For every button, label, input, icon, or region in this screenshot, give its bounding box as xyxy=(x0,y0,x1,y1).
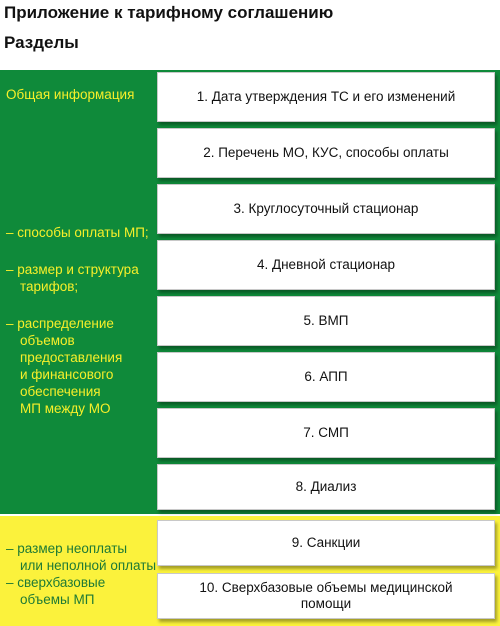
section-box-8: 8. Диализ xyxy=(157,464,495,510)
excess-volumes-note: – сверхбазовые объемы МП xyxy=(6,575,106,607)
section-box-5: 5. ВМП xyxy=(157,296,495,346)
sections-heading: Разделы xyxy=(4,33,79,52)
section-box-1: 1. Дата утверждения ТС и его изменений xyxy=(157,72,495,122)
section-box-3: 3. Круглосуточный стационар xyxy=(157,184,495,234)
volume-distribution-note: – распределение объемов предоставления и финансового обеспечения МП между МО xyxy=(6,316,123,416)
section-box-2: 2. Перечень МО, КУС, способы оплаты xyxy=(157,128,495,178)
section-box-4: 4. Дневной стационар xyxy=(157,240,495,290)
section-box-9: 9. Санкции xyxy=(157,520,495,566)
section-box-6: 6. АПП xyxy=(157,352,495,402)
section-box-7: 7. СМП xyxy=(157,408,495,458)
general-info-label: Общая информация xyxy=(6,87,135,102)
section-box-10: 10. Сверхбазовые объемы медицинской помощи xyxy=(157,573,495,619)
non-payment-note: – размер неоплаты или неполной оплаты xyxy=(6,541,157,573)
tariff-structure-note: – размер и структура тарифов; xyxy=(6,262,139,294)
payment-methods-note: – способы оплаты МП; xyxy=(6,225,149,240)
document-title: Приложение к тарифному соглашению xyxy=(4,3,334,22)
